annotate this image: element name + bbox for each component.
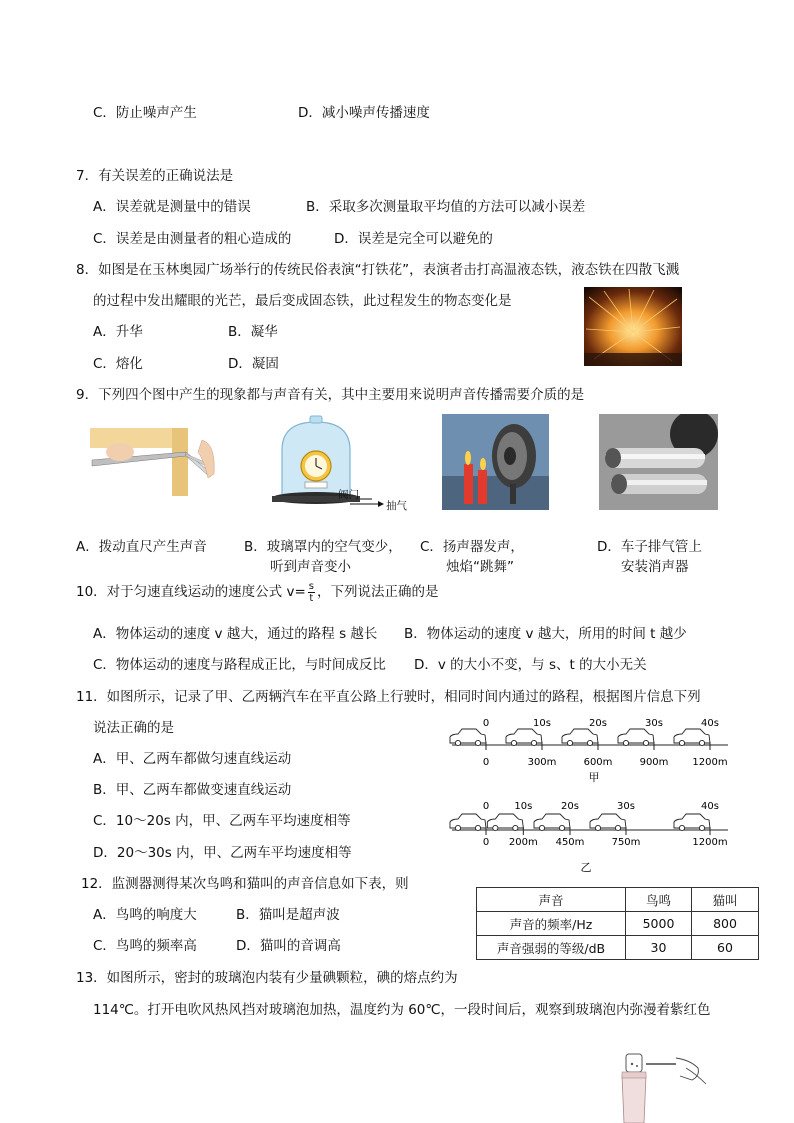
q11-stem-line1: 11．如图所示，记录了甲、乙两辆汽车在平直公路上行驶时，相同时间内通过的路程，根据图片信息下列 [76, 689, 701, 705]
q10-option-b: B．物体运动的速度 v 越大，所用的时间 t 越少 [404, 626, 687, 642]
time-label: 20s [589, 718, 607, 729]
sound-info-table [476, 887, 759, 960]
table-cell: 30 [626, 936, 692, 960]
time-label: 40s [701, 718, 719, 729]
table-cell: 声音的频率/Hz [477, 912, 626, 936]
q8-option-a: A．升华 [93, 324, 143, 340]
q13-stem-line1: 13．如图所示，密封的玻璃泡内装有少量碘颗粒，碘的熔点约为 [76, 970, 458, 986]
q11-option-b: B．甲、乙两车都做变速直线运动 [93, 782, 292, 798]
q12-option-b: B．猫叫是超声波 [236, 907, 340, 923]
ruler-photo [90, 428, 230, 496]
pump-label: 抽气 [386, 500, 407, 512]
distance-label: 300m [527, 757, 557, 768]
q7-option-a: A．误差就是测量中的错误 [93, 199, 251, 215]
distance-label: 1200m [692, 757, 728, 768]
q7-option-d: D．误差是完全可以避免的 [334, 231, 493, 247]
velocity-fraction [308, 581, 315, 604]
q9-option-b-line1: B．玻璃罩内的空气变少， [244, 539, 402, 555]
car-icon [562, 729, 598, 746]
fraction-numerator: s [308, 580, 314, 592]
q9-stem: 9．下列四个图中产生的现象都与声音有关，其中主要用来说明声音传播需要介质的是 [76, 387, 585, 403]
q9-option-d-line1: D．车子排气管上 [597, 539, 702, 555]
car-icon [506, 729, 542, 746]
car-icon [674, 729, 710, 746]
q8-option-b: B．凝华 [228, 324, 278, 340]
time-label: 10s [514, 801, 533, 812]
q8-stem-line2: 的过程中发出耀眼的光芒，最后变成固态铁，此过程发生的物态变化是 [93, 293, 512, 309]
q8-option-d: D．凝固 [228, 356, 279, 372]
q11-stem-line2: 说法正确的是 [93, 720, 174, 736]
car-b-name: 乙 [580, 861, 592, 874]
cars-motion-diagram [446, 712, 736, 877]
q10-stem [76, 580, 439, 604]
distance-label: 750m [611, 837, 641, 848]
q9-option-d-line2: 安装消声器 [621, 559, 689, 575]
q12-option-c: C．鸟鸣的频率高 [93, 938, 197, 954]
q9-option-c-line1: C．扬声器发声， [420, 539, 524, 555]
time-label: 0 [482, 718, 490, 729]
q11-option-d: D．20～30s 内，甲、乙两车平均速度相等 [93, 845, 352, 861]
car-icon [534, 814, 570, 831]
fraction-denominator: t [309, 592, 314, 604]
distance-label: 900m [639, 757, 669, 768]
q11-option-c: C．10～20s 内，甲、乙两车平均速度相等 [93, 813, 351, 829]
distance-label: 450m [555, 837, 585, 848]
q6-option-d: D．减小噪声传播速度 [298, 105, 430, 121]
q10-stem-pre: 10．对于匀速直线运动的速度公式 v= [76, 584, 306, 600]
q7-option-b: B．采取多次测量取平均值的方法可以减小误差 [306, 199, 586, 215]
q11-option-a: A．甲、乙两车都做匀速直线运动 [93, 751, 292, 767]
q10-option-d: D．v 的大小不变，与 s、t 的大小无关 [414, 657, 647, 673]
table-header-row [477, 888, 759, 912]
car-a-name: 甲 [588, 771, 600, 784]
car-b-track [450, 801, 728, 848]
q8-option-c: C．熔化 [93, 356, 143, 372]
table-row [477, 912, 759, 936]
time-label: 30s [645, 718, 663, 729]
exhaust-pipe-photo [599, 414, 718, 510]
car-icon [590, 814, 626, 831]
q9-option-a: A．拨动直尺产生声音 [76, 539, 207, 555]
q9-option-c-line2: 烛焰“跳舞” [446, 559, 514, 575]
table-header: 鸟鸣 [626, 888, 692, 912]
table-cell: 800 [692, 912, 759, 936]
hair-dryer-bulb-figure [612, 1050, 712, 1123]
time-label: 10s [533, 718, 551, 729]
q6-option-c: C．防止噪声产生 [93, 105, 197, 121]
car-icon [450, 814, 486, 831]
distance-label: 200m [508, 837, 538, 848]
car-icon [450, 729, 486, 746]
q12-stem: 12．监测器测得某次鸟鸣和猫叫的声音信息如下表，则 [81, 876, 409, 892]
valve-label: 阀门 [338, 489, 359, 501]
q7-stem: 7．有关误差的正确说法是 [76, 168, 234, 184]
q10-option-c: C．物体运动的速度与路程成正比，与时间成反比 [93, 657, 386, 673]
q8-stem-line1: 8．如图是在玉林奥园广场举行的传统民俗表演“打铁花”，表演者击打高温液态铁，液态铁在四散飞溅 [76, 262, 680, 278]
q10-stem-post: ，下列说法正确的是 [317, 584, 439, 600]
bell-jar-photo [264, 414, 394, 510]
car-icon [618, 729, 654, 746]
distance-label: 600m [583, 757, 613, 768]
time-label: 30s [617, 801, 635, 812]
q9-option-b-line2: 听到声音变小 [270, 559, 351, 575]
time-label: 40s [701, 801, 719, 812]
q10-option-a: A．物体运动的速度 v 越大，通过的路程 s 越长 [93, 626, 378, 642]
table-header: 猫叫 [692, 888, 759, 912]
table-cell: 声音强弱的等级/dB [477, 936, 626, 960]
car-icon [487, 814, 523, 831]
speaker-candle-photo [442, 414, 549, 510]
table-cell: 60 [692, 936, 759, 960]
time-label: 0 [482, 801, 490, 812]
q13-stem-line2: 114℃。打开电吹风热风挡对玻璃泡加热，温度约为 60℃，一段时间后，观察到玻璃泡内弥漫着紫红色 [93, 1002, 711, 1018]
car-icon [674, 814, 710, 831]
q12-option-a: A．鸟鸣的响度大 [93, 907, 197, 923]
time-label: 20s [561, 801, 579, 812]
table-cell: 5000 [626, 912, 692, 936]
q12-option-d: D．猫叫的音调高 [236, 938, 341, 954]
car-a-track [450, 718, 728, 768]
table-row [477, 936, 759, 960]
distance-label: 0 [482, 837, 490, 848]
iron-flower-photo [584, 287, 682, 366]
table-header: 声音 [477, 888, 626, 912]
q7-option-c: C．误差是由测量者的粗心造成的 [93, 231, 292, 247]
distance-label: 1200m [692, 837, 728, 848]
distance-label: 0 [482, 757, 490, 768]
